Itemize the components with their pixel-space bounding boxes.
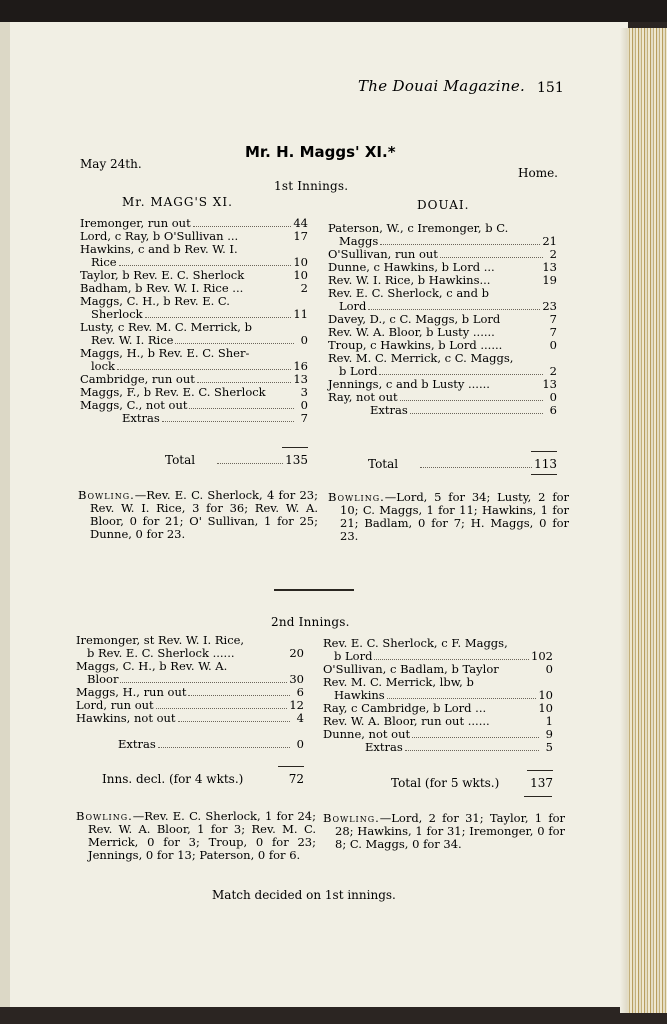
dot-leader — [188, 695, 290, 696]
batsman-entry: Rev. E. C. Sherlock, c and b — [328, 286, 489, 300]
batsman-entry: Ray, not out — [328, 390, 398, 404]
batsman-entry: Extras — [365, 740, 403, 754]
dot-leader — [117, 369, 291, 370]
scorecard-left-innings1 — [80, 217, 308, 425]
runs-value: 5 — [545, 740, 553, 754]
batsman-entry: Rev. M. C. Merrick, c C. Maggs, — [328, 351, 514, 365]
batsman-entry: b Lord — [334, 649, 373, 663]
batting-line — [323, 741, 553, 754]
total-rule — [278, 766, 304, 767]
batsman-entry: Sherlock — [91, 307, 143, 321]
batsman-entry: Rice — [91, 255, 117, 269]
batsman-entry: Maggs, C. H., b Rev. E. C. — [80, 294, 230, 308]
batsman-entry: Ray, c Cambridge, b Lord ... — [323, 701, 487, 715]
runs-value: 13 — [542, 377, 557, 391]
runs-value: 21 — [542, 234, 557, 248]
batsman-entry: b Rev. E. C. Sherlock ...... — [87, 646, 235, 660]
match-venue: Home. — [518, 166, 558, 180]
total-block-left-innings1 — [80, 439, 308, 467]
runs-value: 10 — [538, 688, 553, 702]
runs-value: 6 — [296, 685, 304, 699]
total-underline — [524, 796, 552, 797]
batsman-entry: lock — [91, 359, 116, 373]
bowling-summary-left-innings1: Bowling.—Rev. E. C. Sherlock, 4 for 23; Rev. W. I. Rice, 3 for 36; Rev. W. A. Bloor, 0 for 21; O' Sullivan, 1 for 25; Dunne, 0 for 23. — [78, 488, 318, 541]
batsman-entry: Davey, D., c C. Maggs, b Lord — [328, 312, 501, 326]
bowling-summary-right-innings1: Bowling.—Lord, 5 for 34; Lusty, 2 for 10; C. Maggs, 1 for 11; Hawkins, 1 for 21; Badlam, 0 for 7; H. Maggs, 0 for 23. — [328, 490, 569, 543]
batsman-entry: Iremonger, run out — [80, 216, 191, 230]
total-rule — [282, 447, 308, 448]
runs-value: 10 — [293, 268, 308, 282]
batsman-entry: Lord — [339, 299, 367, 313]
runs-value: 0 — [300, 398, 308, 412]
batsman-entry: Iremonger, st Rev. W. I. Rice, — [76, 633, 245, 647]
runs-value: 10 — [293, 255, 308, 269]
dot-leader — [162, 421, 294, 422]
dot-leader — [380, 244, 540, 245]
batsman-entry: Rev. W. I. Rice — [91, 333, 174, 347]
batsman-entry: Rev. M. C. Merrick, lbw, b — [323, 675, 474, 689]
runs-value: 0 — [549, 390, 557, 404]
dot-leader — [145, 317, 292, 318]
dot-leader — [387, 698, 537, 699]
runs-value: 23 — [542, 299, 557, 313]
dot-leader — [379, 374, 543, 375]
runs-value: 13 — [542, 260, 557, 274]
dot-leader — [374, 659, 529, 660]
runs-value: 6 — [549, 403, 557, 417]
dot-leader — [120, 682, 287, 683]
runs-value: 19 — [542, 273, 557, 287]
dot-leader — [197, 382, 292, 383]
total-rule — [527, 770, 553, 771]
dot-leader — [412, 737, 539, 738]
dot-leader — [119, 265, 292, 266]
runs-value: 2 — [549, 364, 557, 378]
runs-value: 44 — [293, 216, 308, 230]
runs-value: 2 — [300, 281, 308, 295]
first-innings-heading: 1st Innings. — [274, 179, 349, 193]
runs-value: 1 — [545, 714, 553, 728]
scorecard-right-innings2 — [323, 637, 553, 754]
book-page-edges — [627, 28, 667, 1013]
runs-value: 0 — [296, 737, 304, 751]
batsman-entry: Troup, c Hawkins, b Lord ...... — [328, 338, 503, 352]
runs-value: 7 — [549, 325, 557, 339]
runs-value: 102 — [531, 649, 553, 663]
section-divider — [274, 589, 354, 591]
batting-line — [76, 712, 304, 725]
batsman-entry: Maggs, H., b Rev. E. C. Sher- — [80, 346, 250, 360]
runs-value: 17 — [293, 229, 308, 243]
dot-leader — [410, 413, 543, 414]
dot-leader — [175, 343, 294, 344]
batsman-entry: Badham, b Rev. W. I. Rice ... — [80, 281, 244, 295]
batsman-entry: Paterson, W., c Iremonger, b C. — [328, 221, 509, 235]
dot-leader — [420, 467, 532, 468]
dot-leader — [189, 408, 294, 409]
batting-line — [80, 399, 308, 412]
match-title: Mr. H. Maggs' XI.* — [245, 143, 396, 161]
batsman-entry: b Lord — [339, 364, 378, 378]
total-rule — [531, 451, 557, 452]
scan-background — [0, 0, 667, 22]
dot-leader — [156, 708, 288, 709]
runs-value: 13 — [293, 372, 308, 386]
runs-value: 0 — [549, 338, 557, 352]
runs-value: 4 — [296, 711, 304, 725]
batsman-entry: Bloor — [87, 672, 119, 686]
batsman-entry: Maggs, C., not out — [80, 398, 188, 412]
batsman-entry: Extras — [122, 411, 160, 425]
bowling-summary-right-innings2: Bowling.—Lord, 2 for 31; Taylor, 1 for 28; Hawkins, 1 for 31; Iremonger, 0 for 8; C. Maggs, 0 for 34. — [323, 811, 565, 851]
runs-value: 16 — [293, 359, 308, 373]
runs-value: 12 — [289, 698, 304, 712]
runs-value: 9 — [545, 727, 553, 741]
runs-value: 3 — [300, 385, 308, 399]
dot-leader — [178, 721, 290, 722]
page-number: 151 — [537, 80, 564, 96]
batting-line — [76, 725, 304, 738]
runs-value: 10 — [538, 701, 553, 715]
runs-value: 7 — [549, 312, 557, 326]
batsman-entry: Cambridge, run out — [80, 372, 195, 386]
batsman-entry: Hawkins, not out — [76, 711, 176, 725]
batting-line — [80, 412, 308, 425]
batsman-entry: Lusty, c Rev. M. C. Merrick, b — [80, 320, 252, 334]
bowling-summary-left-innings2: Bowling.—Rev. E. C. Sherlock, 1 for 24; Rev. W. A. Bloor, 1 for 3; Rev. M. C. Merrick, 0 for 3; Troup, 0 for 23; Jennings, 0 for 13; Paterson, 0 for 6. — [76, 809, 316, 862]
batting-line — [328, 404, 557, 417]
scorecard-right-innings1 — [328, 222, 557, 417]
runs-value: 7 — [300, 411, 308, 425]
batsman-entry: O'Sullivan, run out — [328, 247, 438, 261]
total-line: Total (for 5 wkts.) 137 — [391, 776, 553, 790]
match-date: May 24th. — [80, 157, 142, 171]
batting-line — [328, 391, 557, 404]
runs-value: 0 — [300, 333, 308, 347]
dot-leader — [368, 309, 540, 310]
team-heading-left: Mr. MAGG'S XI. — [122, 195, 233, 209]
batsman-entry: Rev. W. A. Bloor, b Lusty ...... — [328, 325, 495, 339]
batsman-entry: Dunne, not out — [323, 727, 411, 741]
total-block-right-innings2 — [323, 762, 553, 790]
batsman-entry: Hawkins — [334, 688, 385, 702]
total-block-right-innings1 — [328, 443, 557, 471]
batsman-entry: Dunne, c Hawkins, b Lord ... — [328, 260, 495, 274]
batting-line — [76, 738, 304, 751]
batsman-entry: Maggs, H., run out — [76, 685, 187, 699]
batsman-entry: Jennings, c and b Lusty ...... — [328, 377, 490, 391]
batsman-entry: Extras — [370, 403, 408, 417]
total-line: Inns. decl. (for 4 wkts.) 72 — [102, 772, 304, 786]
dot-leader — [440, 257, 543, 258]
batsman-entry: Maggs — [339, 234, 379, 248]
total-underline — [531, 474, 557, 475]
second-innings-heading: 2nd Innings. — [271, 615, 350, 629]
running-head: The Douai Magazine. — [358, 77, 526, 95]
runs-value: 11 — [293, 307, 308, 321]
runs-value: 0 — [545, 662, 553, 676]
runs-value: 30 — [289, 672, 304, 686]
dot-leader — [405, 750, 539, 751]
total-block-left-innings2 — [76, 758, 304, 786]
dot-leader — [193, 226, 292, 227]
team-heading-right: DOUAI. — [417, 198, 470, 212]
match-result-note: Match decided on 1st innings. — [212, 888, 396, 902]
runs-value: 20 — [289, 646, 304, 660]
batsman-entry: Maggs, C. H., b Rev. W. A. — [76, 659, 228, 673]
batsman-entry: O'Sullivan, c Badlam, b Taylor — [323, 662, 499, 676]
batsman-entry: Rev. W. A. Bloor, run out ...... — [323, 714, 490, 728]
batsman-entry: Hawkins, c and b Rev. W. I. — [80, 242, 238, 256]
batsman-entry: Rev. E. C. Sherlock, c F. Maggs, — [323, 636, 508, 650]
batsman-entry: Taylor, b Rev. E. C. Sherlock — [80, 268, 245, 282]
total-line: Total 135 — [165, 453, 308, 467]
dot-leader — [158, 747, 290, 748]
runs-value: 2 — [549, 247, 557, 261]
batsman-entry: Lord, c Ray, b O'Sullivan ... — [80, 229, 239, 243]
total-line: Total 113 — [368, 457, 557, 471]
batsman-entry: Rev. W. I. Rice, b Hawkins... — [328, 273, 491, 287]
batsman-entry: Lord, run out — [76, 698, 154, 712]
dot-leader — [217, 463, 283, 464]
batting-line — [323, 728, 553, 741]
scorecard-left-innings2 — [76, 634, 304, 751]
batsman-entry: Maggs, F., b Rev. E. C. Sherlock — [80, 385, 266, 399]
dot-leader — [400, 400, 543, 401]
batsman-entry: Extras — [118, 737, 156, 751]
